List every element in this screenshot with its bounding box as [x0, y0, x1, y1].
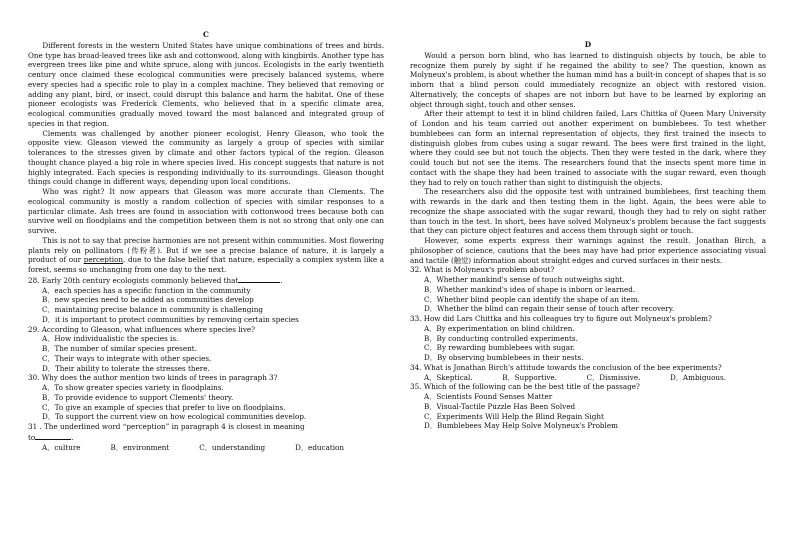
question-34-option-a: A．Skeptical.	[424, 372, 473, 382]
question-29-option-a: A．How individualistic the species is.	[42, 334, 179, 344]
question-30-option-a: A．To show greater species variety in floodplains.	[42, 383, 224, 392]
question-28-option-d: D．it is important to protect communities by removing certain species	[42, 314, 299, 324]
question-29-option-c: C．Their ways to integrate with other species.	[42, 353, 212, 363]
section-title-c: C	[203, 30, 209, 39]
question-35-option-a: A．Scientists Found Senses Matter	[424, 392, 553, 401]
question-35-option-b: B．Visual-Tactile Puzzle Has Been Solved	[424, 401, 576, 411]
passage-c-paragraph-1: Different forests in the western United States have unique combinations of trees and birds. One type has broad-leaved trees like ash and cottonwood, along with kingbirds. Another type has evergreen trees like pine and white spruce, along with juncos. Ecologists in the early twentieth century once claimed these ecological communities were precisely balanced systems, where every species had a specific role to play in a complex machine. They believed that removing or adding any plant, bird, or insect, could disrupt this balance and harm the habitat. One of these pioneer ecologists was Frederick Clements, who believed that in a specific climate area, ecological communities gradually moved toward the most balanced and integrated group of species in that region.	[28, 40, 384, 128]
passage-d-column	[410, 40, 766, 431]
question-35	[410, 382, 766, 431]
question-34-option-d: D．Ambiguous.	[669, 372, 726, 382]
question-28: 28. Early 20th century ecologists commonly believed that . A．each species has a specific function in the community B．new species need to be added as communities develop C．maintaining precise balance in community is challenging D．it is important to protect communities by removing certain species	[28, 275, 384, 325]
question-30-option-d: D．To support the current view on how ecological communities develop.	[42, 412, 307, 422]
passage-c-column	[28, 30, 384, 452]
question-30-option-c: C．To give an example of species that prefer to live on floodplains.	[42, 402, 286, 412]
question-35-option-d: D．Bumblebees May Help Solve Molyneux's Problem	[424, 421, 618, 431]
question-31-option-c: C．understanding	[199, 442, 266, 452]
question-34-option-c: C．Dismissive.	[586, 372, 641, 382]
question-32-option-d: D．Whether the blind can regain their sense of touch after recovery.	[424, 304, 675, 314]
question-33	[410, 314, 766, 363]
question-33-option-d: D．By observing bumblebees in their nests.	[424, 353, 584, 362]
passage-d-paragraph-4: However, some experts express their warnings against the result. Jonathan Birch, a philosopher of science, cautions that the bees may have had prior experience associating visual and tactile (触觉) information about straight edges and curved surfaces in their nests.	[410, 236, 766, 265]
underlined-word-perception: perception	[83, 255, 124, 265]
question-31-option-a: A．culture	[42, 442, 81, 452]
question-30-stem: 30. Why does the author mention two kinds of trees in paragraph 3?	[28, 373, 278, 383]
question-29-option-b: B．The number of similar species present.	[42, 344, 197, 353]
question-32-option-b: B．Whether mankind's idea of shape is inborn or learned.	[424, 284, 636, 294]
question-31: 31 . The underlined word “perception” in paragraph 4 is closest in meaning to . A．culture B．environment C．understanding D．education	[28, 422, 384, 452]
question-29-stem: 29. According to Gleason, what influences where species live?	[28, 324, 256, 334]
question-33-option-a: A．By experimentation on blind children.	[424, 323, 575, 333]
question-33-option-b: B．By conducting controlled experiments.	[424, 333, 578, 343]
question-34-option-b: B．Supportive.	[502, 372, 557, 382]
section-title-d: D	[584, 40, 592, 49]
question-29-option-d: D．Their ability to tolerate the stresses there.	[42, 363, 210, 373]
question-28-option-a: A．each species has a specific function in the community	[42, 285, 251, 295]
question-28-option-c: C．maintaining precise balance in community is challenging	[42, 305, 263, 314]
question-28-option-b: B．new species need to be added as communities develop	[42, 295, 254, 305]
passage-d-paragraph-3: The researchers also did the opposite test with untrained bumblebees, first teaching them with rewards in the dark and then testing them in the light. Again, the bees were able to recognize the shape associated with the sugar reward, though they had to rely on sight rather than touch in the test. In short, bees have solved Molyneux's problem because the fact suggests that they can picture object features and access them through sight or touch.	[410, 187, 766, 236]
passage-c-paragraph-4: This is not to say that precise harmonies are not present within communities. Most flowering plants rely on pollinators (传粉者). But if we see a precise balance of nature, it is largely a product of our perception, due to the false belief that nature, especially a complex system like a forest, seems so unchanging from one day to the next.	[28, 235, 384, 274]
question-35-option-c: C．Experiments Will Help the Blind Regain Sight	[424, 411, 604, 421]
question-31-stem: 31 . The underlined word “perception” in paragraph 4 is closest in meaning	[28, 422, 305, 431]
passage-d-paragraph-2: After their attempt to test it in blind children failed, Lars Chittka of Queen Mary University of London and his team carried out another experiment on bumblebees. To test whether bumblebees can form an internal representation of objects, they first trained the insects to distinguish globes from cubes using a sugar reward. The bees were first trained in the light, where they could see but not touch the objects. Then they were tested in the dark, where they could touch but not see the items. The researchers found that the insects spent more time in contact with the shape they had been trained to associate with the sugar reward, even though they had to rely on touch rather than sight to distinguish the objects.	[410, 109, 766, 187]
question-34	[410, 363, 766, 383]
question-28-stem: 28. Early 20th century ecologists commonly believed that	[28, 275, 239, 285]
question-34-options	[424, 373, 766, 383]
question-34-stem: 34. What is Jonathan Birch's attitude towards the conclusion of the bee experiments?	[410, 362, 722, 372]
passage-d-paragraph-1: Would a person born blind, who has learned to distinguish objects by touch, be able to recognize them purely by sight if he regained the ability to see? The question, known as Molyneux's problem, is about whether the human mind has a built-in concept of shapes that is so inborn that a blind person could immediately recognize an object with restored vision. Alternatively, the concepts of shapes are not inborn but have to be learned by exploring an object through sight, touch and other senses.	[410, 50, 766, 109]
question-31-option-d: D．education	[295, 442, 344, 452]
answer-blank	[238, 275, 280, 283]
question-35-stem: 35. Which of the following can be the best title of the passage?	[410, 382, 640, 392]
question-31-options	[42, 443, 384, 453]
question-30-option-b: B．To provide evidence to support Clements' theory.	[42, 392, 234, 402]
question-29	[28, 325, 384, 374]
question-30	[28, 373, 384, 422]
question-32-stem: 32. What is Molyneux's problem about?	[410, 265, 555, 275]
answer-blank	[35, 432, 71, 440]
question-33-option-c: C．By rewarding bumblebees with sugar.	[424, 343, 575, 353]
question-32-option-c: C．Whether blind people can identify the shape of an item.	[424, 294, 640, 304]
question-31-option-b: B．environment	[110, 442, 170, 452]
question-32	[410, 265, 766, 314]
passage-c-paragraph-2: Clements was challenged by another pioneer ecologist, Henry Gleason, who took the opposite view. Gleason viewed the community as largely a group of species with similar tolerances to the stresses given by climate and other factors typical of the region. Gleason thought chance played a big role in where species lived. His concept suggests that nature is not highly integrated. Each species is responding individually to its surroundings. Gleason thought things could change in different ways, depending upon local conditions.	[28, 128, 384, 187]
question-32-option-a: A．Whether mankind's sense of touch outweighs sight.	[424, 275, 625, 284]
passage-c-paragraph-3: Who was right? It now appears that Gleason was more accurate than Clements. The ecological community is mostly a random collection of species with similar responses to a particular climate. Ash trees are found in association with cottonwood trees because both can survive well on floodplains and the competition between them is not so strong that only one can survive.	[28, 187, 384, 235]
question-33-stem: 33. How did Lars Chittka and his colleagues try to figure out Molyneux's problem?	[410, 314, 712, 323]
